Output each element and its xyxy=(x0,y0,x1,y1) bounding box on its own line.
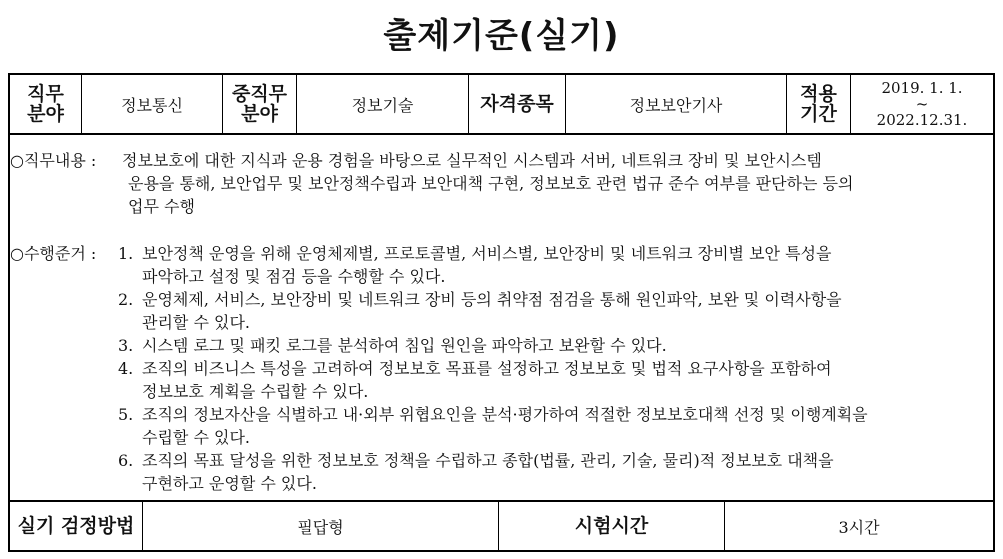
header-row xyxy=(10,75,993,135)
footer-row xyxy=(10,502,993,550)
period-value: 2019. 1. 1. ~ 2022.12.31. xyxy=(876,79,968,129)
job-description-text: 정보보호에 대한 지식과 운용 경험을 바탕으로 실무적인 시스템과 서버, 네트워크 장비 및 보안시스템 운용을 통해, 보안업무 및 보안정책수립과 보안대책 구현, 정보보호 관련 법규 준수 여부를 판단하는 등의 업무 수행 xyxy=(122,151,854,216)
exam-method-value: 필답형 xyxy=(143,502,499,550)
qualification-value: 정보보안기사 xyxy=(566,75,787,133)
performance-criteria-list xyxy=(118,242,978,495)
performance-criteria-label: ○수행준거 : xyxy=(10,244,97,263)
job-field-label: 직무 분야 xyxy=(10,75,82,133)
qualification-label: 자격종목 xyxy=(469,75,566,133)
sub-job-field-value: 정보기술 xyxy=(297,75,469,133)
criteria-item: 6. 조직의 목표 달성을 위한 정보보호 정책을 수립하고 종합(법률, 관리, 기술, 물리)적 정보보호 대책을 구현하고 운영할 수 있다. xyxy=(118,451,834,493)
criteria-item: 5. 조직의 정보자산을 식별하고 내·외부 위협요인을 분석·평가하여 적절한 정보보호대책 선정 및 이행계획을 수립할 수 있다. xyxy=(118,405,868,447)
criteria-item: 2. 운영체제, 서비스, 보안장비 및 네트워크 장비 등의 취약점 점검을 통해 원인파악, 보완 및 이력사항을 관리할 수 있다. xyxy=(118,290,842,332)
period-label: 적용 기간 xyxy=(787,75,851,133)
criteria-item: 4. 조직의 비즈니스 특성을 고려하여 정보보호 목표를 설정하고 정보보호 및 법적 요구사항을 포함하여 정보보호 계획을 수립할 수 있다. xyxy=(118,359,832,401)
exam-criteria-table xyxy=(8,73,995,552)
sub-job-field-label: 중직무 분야 xyxy=(223,75,297,133)
criteria-item: 1. 보안정책 운영을 위해 운영체제별, 프로토콜별, 서비스별, 보안장비 및 네트워크 장비별 보안 특성을 파악하고 설정 및 점검 등을 수행할 수 있다. xyxy=(118,244,832,286)
criteria-item: 3. 시스템 로그 및 패킷 로그를 분석하여 침입 원인을 파악하고 보완할 수 있다. xyxy=(118,336,667,355)
content-area xyxy=(10,135,993,502)
job-description-label: ○직무내용 : xyxy=(10,151,97,170)
exam-time-value: 3시간 xyxy=(838,517,880,537)
job-field-value: 정보통신 xyxy=(82,75,223,133)
exam-method-label: 실기 검정방법 xyxy=(10,502,143,550)
exam-time-label: 시험시간 xyxy=(499,502,725,550)
page-title: 출제기준(실기) xyxy=(383,16,620,56)
